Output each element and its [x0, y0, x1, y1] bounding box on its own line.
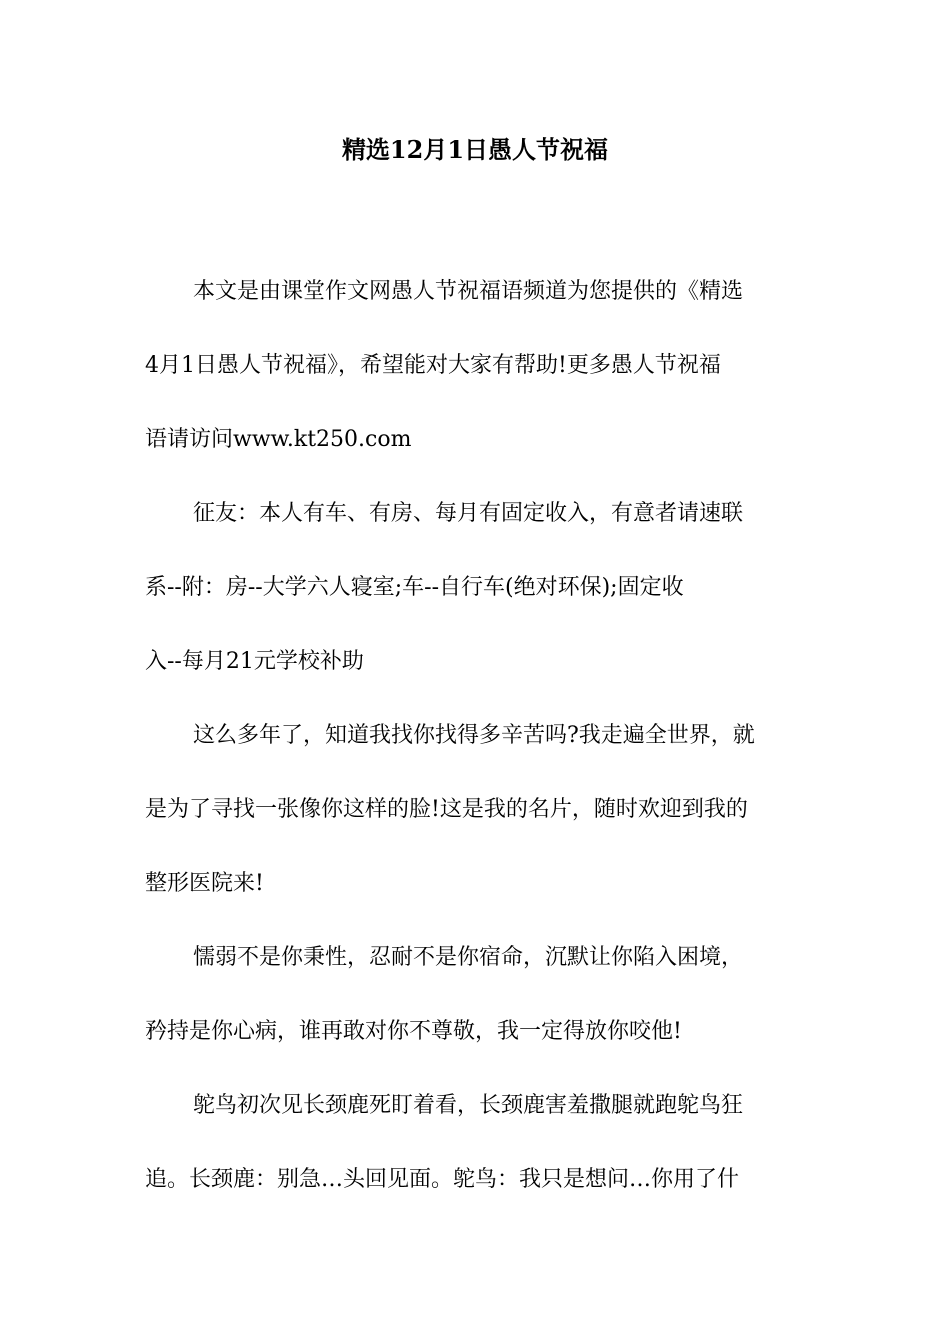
paragraph-line: 懦弱不是你秉性，忍耐不是你宿命，沉默让你陷入困境， [193, 945, 744, 970]
paragraph-line: 这么多年了，知道我找你找得多辛苦吗?我走遍全世界，就 [193, 723, 755, 748]
paragraph-line: 本文是由课堂作文网愚人节祝福语频道为您提供的《精选 [193, 279, 744, 304]
paragraph-line: 征友：本人有车、有房、每月有固定收入，有意者请速联 [193, 501, 744, 526]
paragraph-friend-ad [145, 477, 805, 699]
paragraph-intro [145, 255, 805, 477]
paragraph-line: 4月1日愚人节祝福》，希望能对大家有帮助!更多愚人节祝福 [145, 353, 721, 378]
paragraph-line: 整形医院来! [145, 871, 264, 896]
paragraph-line: 是为了寻找一张像你这样的脸!这是我的名片，随时欢迎到我的 [145, 797, 748, 822]
paragraph-line: 语请访问www.kt250.com [145, 427, 412, 452]
document-body [145, 255, 805, 1217]
paragraph-business-card [145, 699, 805, 921]
paragraph-line: 入--每月21元学校补助 [145, 649, 364, 674]
paragraph-ostrich-giraffe [145, 1069, 805, 1217]
paragraph-line: 系--附：房--大学六人寝室;车--自行车(绝对环保);固定收 [145, 575, 684, 600]
paragraph-line: 矜持是你心病，谁再敢对你不尊敬，我一定得放你咬他! [145, 1019, 682, 1044]
paragraph-line: 追。长颈鹿：别急…头回见面。鸵鸟：我只是想问…你用了什 [145, 1167, 740, 1192]
paragraph-courage [145, 921, 805, 1069]
document-title: 精选12月1日愚人节祝福 [341, 135, 609, 164]
paragraph-line: 鸵鸟初次见长颈鹿死盯着看，长颈鹿害羞撒腿就跑鸵鸟狂 [193, 1093, 744, 1118]
